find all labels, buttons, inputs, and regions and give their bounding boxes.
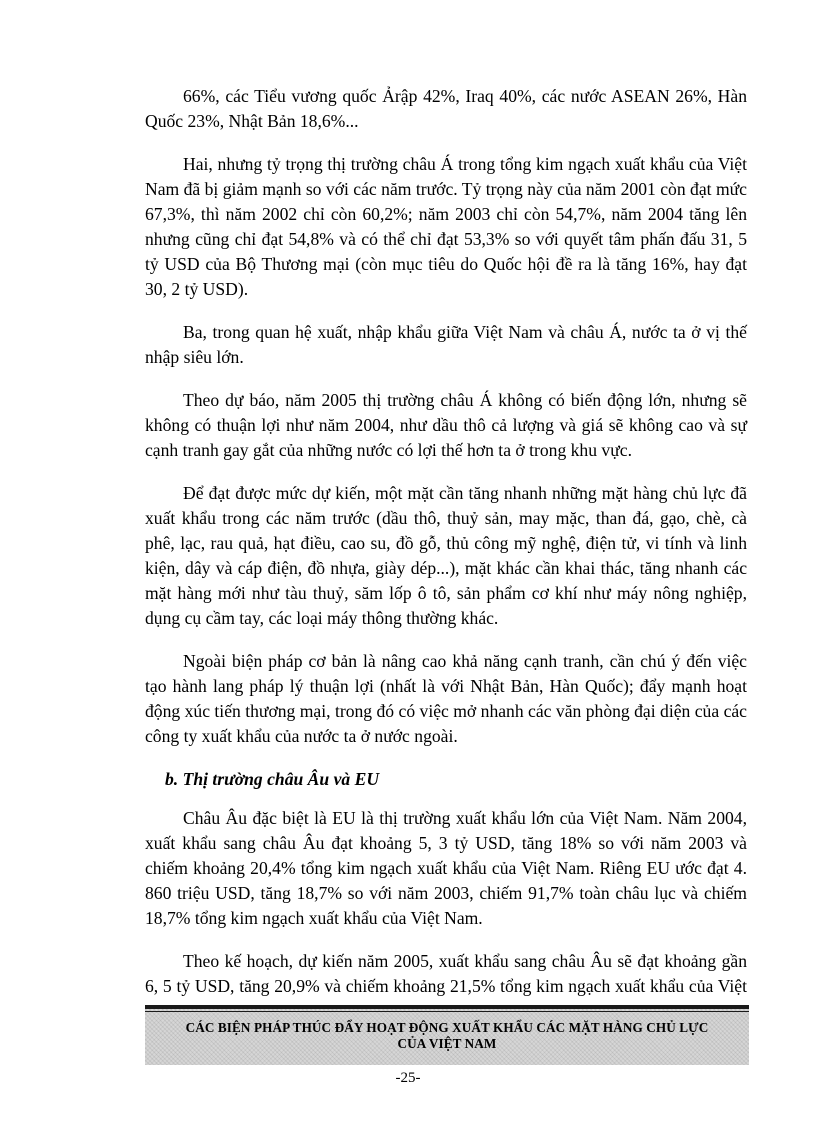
footer-title-line-2: CỦA VIỆT NAM: [397, 1036, 497, 1051]
paragraph-5: Để đạt được mức dự kiến, một mặt cần tăng nhanh những mặt hàng chủ lực đã xuất khẩu trong các năm trước (dầu thô, thuỷ sản, may mặc, than đá, gạo, chè, cà phê, lạc, rau quả, hạt điều, cao su, đồ gỗ, thủ công mỹ nghệ, điện tử, vi tính và linh kiện, dây và cáp điện, đồ nhựa, giày dép...), mặt khác cần khai thác, tăng nhanh các mặt hàng mới như tàu thuỷ, săm lốp ô tô, sản phẩm cơ khí như máy nông nghiệp, dụng cụ cầm tay, các loại máy thông thường khác.: [145, 483, 747, 628]
footer-banner: [145, 1005, 749, 1065]
section-paragraph-1: Châu Âu đặc biệt là EU là thị trường xuất khẩu lớn của Việt Nam. Năm 2004, xuất khẩu sang châu Âu đạt khoảng 5, 3 tỷ USD, tăng 18% so với năm 2003 và chiếm khoảng 20,4% tổng kim ngạch xuất khẩu của Việt Nam. Riêng EU ước đạt 4. 860 triệu USD, tăng 18,7% so với năm 2003, chiếm 91,7% toàn châu lục và chiếm 18,7% tổng kim ngạch xuất khẩu của Việt Nam.: [145, 808, 747, 928]
footer-title-line-1: CÁC BIỆN PHÁP THÚC ĐẨY HOẠT ĐỘNG XUẤT KHẨU CÁC MẶT HÀNG CHỦ LỰC: [185, 1020, 709, 1035]
section-paragraph-2: Theo kế hoạch, dự kiến năm 2005, xuất khẩu sang châu Âu sẽ đạt khoảng gần 6, 5 tỷ USD, tăng 20,9% và chiếm khoảng 21,5% tổng kim ngạch xuất khẩu của Việt: [145, 951, 747, 996]
section-heading: b. Thị trường châu Âu và EU: [165, 769, 380, 789]
paragraph-2: Hai, nhưng tỷ trọng thị trường châu Á trong tổng kim ngạch xuất khẩu của Việt Nam đã bị giảm mạnh so với các năm trước. Tỷ trọng này của năm 2001 còn đạt mức 67,3%, thì năm 2002 chỉ còn 60,2%; năm 2003 chỉ còn 54,7%, năm 2004 tăng lên nhưng cũng chỉ đạt 54,8% và có thể chỉ đạt 53,3% so với quyết tâm phấn đấu 31, 5 tỷ USD của Bộ Thương mại (còn mục tiêu do Quốc hội đề ra là tăng 16%, hay đạt 30, 2 tỷ USD).: [145, 154, 747, 299]
paragraph-4: Theo dự báo, năm 2005 thị trường châu Á không có biến động lớn, nhưng sẽ không có thuận lợi như năm 2004, như dầu thô cả lượng và giá sẽ không cao và sự cạnh tranh gay gắt của những nước có lợi thế hơn ta ở trong khu vực.: [145, 390, 747, 460]
page-number: -25-: [395, 1070, 421, 1086]
paragraph-6: Ngoài biện pháp cơ bản là nâng cao khả năng cạnh tranh, cần chú ý đến việc tạo hành lang pháp lý thuận lợi (nhất là với Nhật Bản, Hàn Quốc); đẩy mạnh hoạt động xúc tiến thương mại, trong đó có việc mở nhanh các văn phòng đại diện của các công ty xuất khẩu của nước ta ở nước ngoài.: [145, 651, 747, 746]
paragraph-1: 66%, các Tiểu vương quốc Ảrập 42%, Iraq 40%, các nước ASEAN 26%, Hàn Quốc 23%, Nhật Bản 18,6%...: [145, 86, 747, 131]
footer-title: [145, 1020, 749, 1052]
body-text: [145, 84, 747, 1042]
paragraph-3: Ba, trong quan hệ xuất, nhập khẩu giữa Việt Nam và châu Á, nước ta ở vị thế nhập siêu lớn.: [145, 322, 747, 367]
